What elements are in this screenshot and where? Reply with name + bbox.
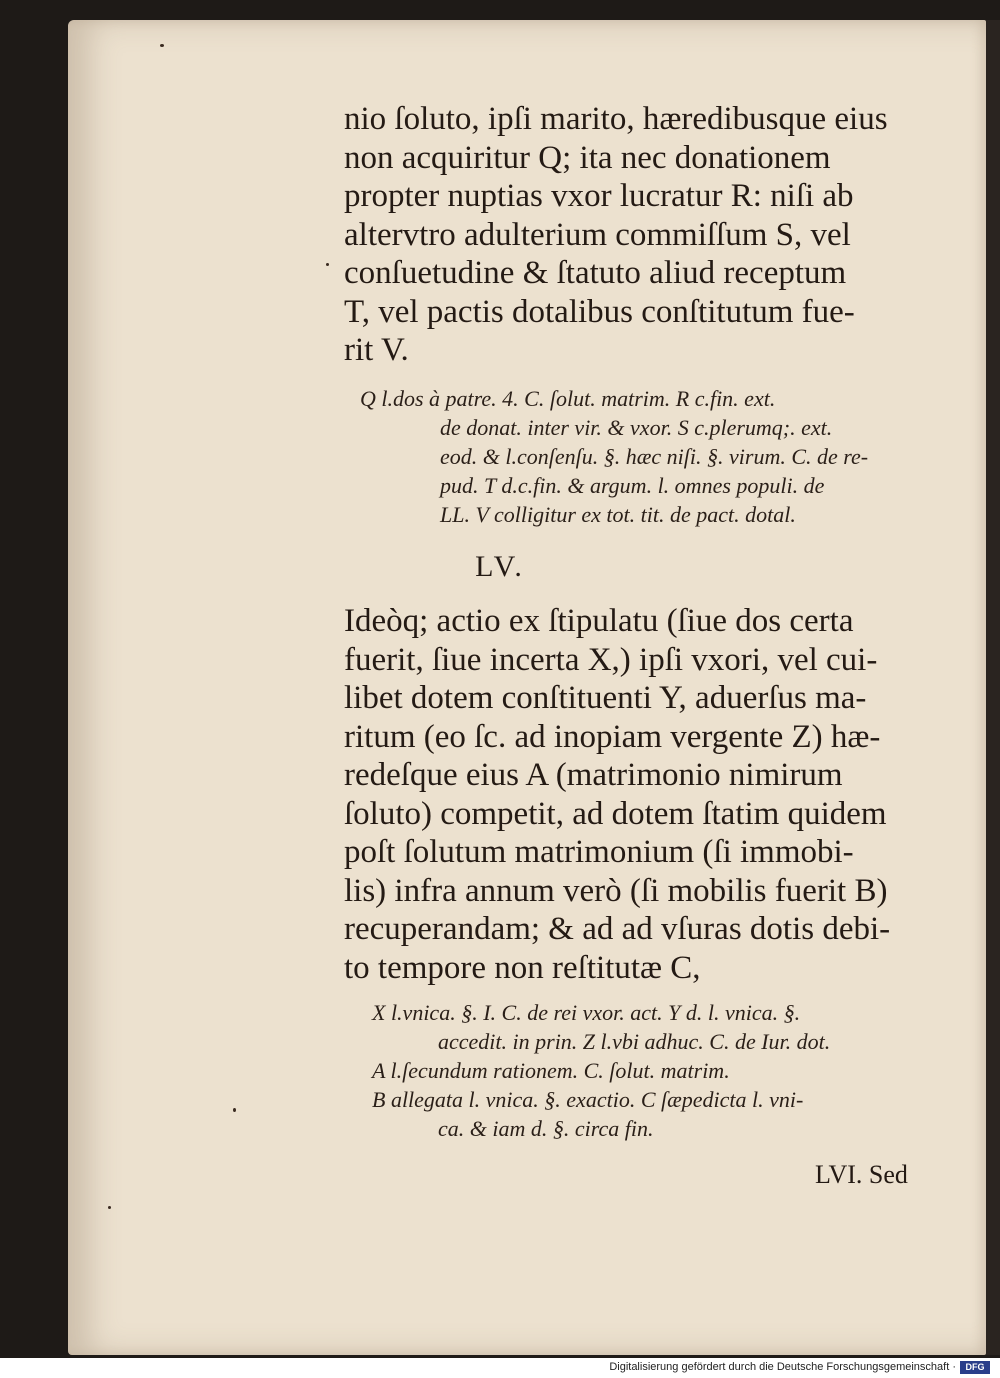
- footnote-line: Q l.dos à patre. 4. C. ſolut. matrim. R c.fin. ext.: [360, 386, 776, 411]
- paragraph-line: redeſque eius A (matrimonio nimirum: [344, 757, 843, 793]
- footnote-line: X l.vnica. §. I. C. de rei vxor. act. Y d. l. vnica. §.: [372, 1000, 801, 1025]
- paper-speck: [326, 263, 329, 266]
- paragraph-line: poſt ſolutum matrimonium (ſi immobi-: [344, 834, 854, 870]
- paragraph-2: [344, 602, 964, 987]
- footnote-line: eod. & l.conſenſu. §. hæc niſi. §. virum. C. de re-: [440, 444, 869, 469]
- footnote-line: ca. & iam d. §. circa fin.: [438, 1116, 654, 1141]
- footnote-line: LL. V colligitur ex tot. tit. de pact. dotal.: [440, 502, 796, 527]
- paper-speck: [108, 1206, 111, 1209]
- funding-credit: Digitalisierung gefördert durch die Deutsche Forschungsgemeinschaft ·: [609, 1361, 956, 1373]
- paragraph-line: Ideòq; actio ex ſtipulatu (ſiue dos certa: [344, 603, 854, 639]
- catchword: LVI. Sed: [815, 1160, 908, 1189]
- paper-speck: [160, 44, 164, 47]
- footnote-line: accedit. in prin. Z l.vbi adhuc. C. de Iur. dot.: [438, 1029, 831, 1054]
- paragraph-line: to tempore non reſtitutæ C,: [344, 949, 701, 986]
- paragraph-line: ſoluto) competit, ad dotem ſtatim quidem: [344, 795, 887, 832]
- paragraph-line: lis) infra annum verò (ſi mobilis fuerit B): [344, 872, 888, 909]
- footnote-line: de donat. inter vir. & vxor. S c.plerumq;. ext.: [440, 415, 833, 440]
- paragraph-line: altervtro adulterium commiſſum S, vel: [344, 216, 851, 253]
- footnote-line: pud. T d.c.fin. & argum. l. omnes populi. de: [440, 473, 825, 498]
- paragraph-1: [344, 100, 964, 370]
- footnote-line: B allegata l. vnica. §. exactio. C ſæpedicta l. vni-: [372, 1087, 804, 1112]
- paragraph-line: nio ſoluto, ipſi marito, hæredibusque eius: [344, 101, 888, 137]
- footnote-line: A l.ſecundum rationem. C. ſolut. matrim.: [372, 1058, 730, 1083]
- page-gutter: [986, 20, 1000, 1355]
- paper-speck: [233, 1108, 236, 1112]
- paragraph-line: conſuetudine & ſtatuto aliud receptum: [344, 255, 847, 291]
- footnotes-2: [372, 998, 962, 1143]
- paragraph-line: non acquiritur Q; ita nec donationem: [344, 139, 831, 176]
- paragraph-line: T, vel pactis dotalibus conſtitutum fue-: [344, 293, 855, 330]
- paragraph-line: ritum (eo ſc. ad inopiam vergente Z) hæ-: [344, 718, 881, 755]
- paragraph-line: fuerit, ſiue incerta X,) ipſi vxori, vel cui-: [344, 641, 878, 678]
- dfg-logo: DFG: [960, 1361, 990, 1374]
- paragraph-line: recuperandam; & ad ad vſuras dotis debi-: [344, 911, 891, 947]
- paragraph-line: rit V.: [344, 332, 409, 368]
- paragraph-line: libet dotem conſtituenti Y, aduerſus ma-: [344, 680, 867, 716]
- digitization-footer: [0, 1358, 1000, 1378]
- paragraph-line: propter nuptias vxor lucratur R: niſi ab: [344, 178, 854, 214]
- footnotes-1: [360, 384, 960, 529]
- section-heading: LV.: [475, 550, 525, 583]
